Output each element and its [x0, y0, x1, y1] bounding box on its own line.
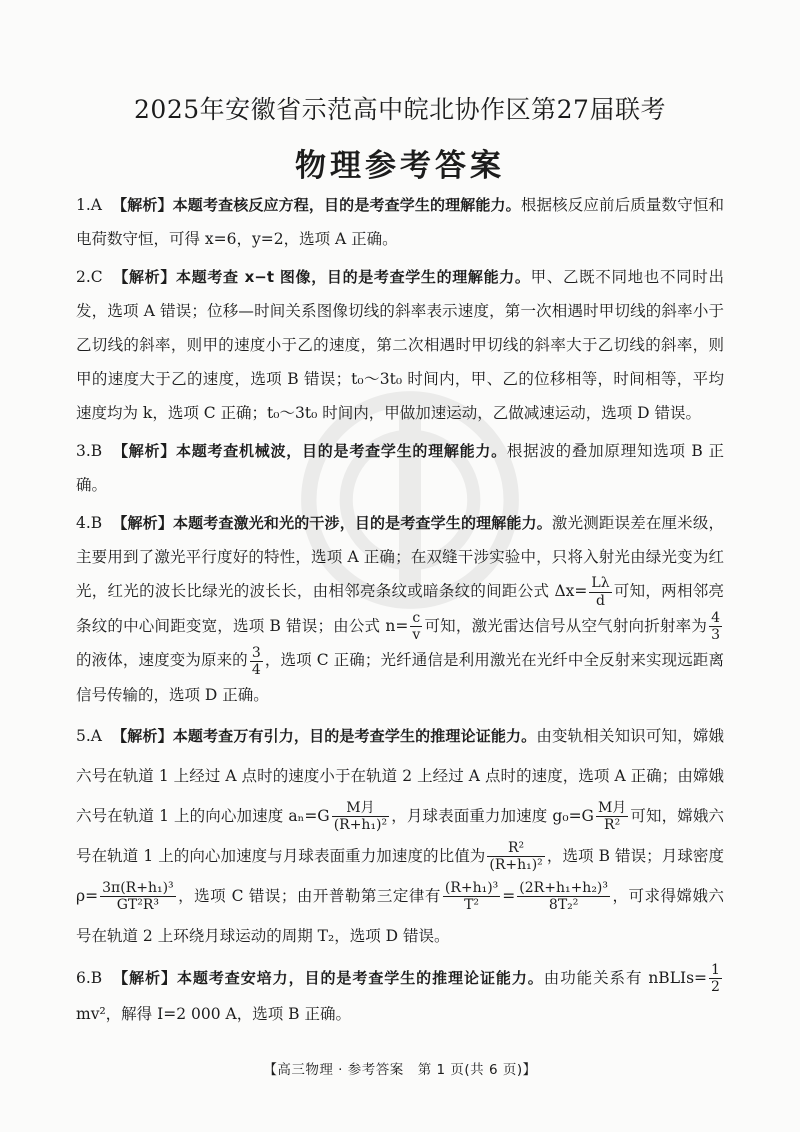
answer-item-4 [76, 506, 724, 712]
answer-list [76, 188, 724, 1036]
analysis-lead: 本题考查万有引力，目的是考查学生的推理论证能力。 [172, 726, 537, 745]
analysis-tag: 【解析】 [111, 726, 173, 745]
analysis-text: 的液体，速度变为原来的 [76, 651, 248, 670]
analysis-tag: 【解析】 [111, 196, 173, 214]
fraction-moon-density: $\frac{\text{3π(R+h₁)³}}{\text{GT²R³}}$ [102, 880, 174, 914]
answer-item-2 [76, 260, 724, 430]
fraction-accel-ratio: $\frac{\text{R²}}{\text{(R+h₁)²}}$ [489, 840, 543, 874]
fraction-fringe-spacing: $\frac{L\lambda}{d}$ [591, 575, 610, 609]
fraction-one-half: $\frac{1}{2}$ [711, 962, 720, 996]
answer-number: 3.B [76, 442, 103, 460]
analysis-text: ，选项 C 正确；光纤通信是利用激光在光纤中全反射来实现远距离信号传输的，选项 D 正确。 [76, 651, 724, 704]
fraction-surface-gravity: $\frac{\text{M月}}{\text{R²}}$ [597, 800, 627, 834]
answer-number: 1.A [76, 196, 102, 214]
analysis-lead: 本题考查 x−t 图像，目的是考查学生的理解能力。 [176, 268, 531, 286]
analysis-text: mv²，解得 I=2 000 A，选项 B 正确。 [76, 1004, 351, 1023]
document-header [0, 0, 800, 185]
answer-number: 6.B [76, 968, 103, 987]
analysis-text: 可知，两相邻亮条纹的中心间距变宽，选项 B 错误；由公式 n= [76, 582, 724, 635]
analysis-text: 由功能关系有 nBLIs= [543, 968, 708, 987]
analysis-text: 根据波的叠加原理知选项 B 正确。 [76, 442, 724, 494]
fraction-refractive-index: $\frac{c}{v}$ [412, 610, 421, 644]
exam-title: 2025年安徽省示范高中皖北协作区第27届联考 [134, 95, 666, 124]
analysis-text: = [502, 886, 516, 905]
fraction-kepler-left: $\frac{\text{(R+h₁)³}}{\text{T²}}$ [444, 880, 499, 914]
analysis-text: ，月球表面重力加速度 g₀=G [391, 806, 594, 825]
analysis-text: 根据核反应前后质量数守恒和电荷数守恒，可得 x=6，y=2，选项 A 正确。 [76, 196, 724, 248]
page-footer: 【高三物理 · 参考答案 第 1 页(共 6 页)】 [263, 1062, 537, 1078]
fraction-centripetal-accel: $\frac{\text{M月}}{\text{(R+h₁)²}}$ [333, 800, 388, 834]
fraction-kepler-right: $\frac{\text{(2R+h₁+h₂)³}}{\text{8T₂²}}$ [519, 880, 608, 914]
answer-item-6 [76, 960, 724, 1032]
analysis-tag: 【解析】 [112, 268, 177, 286]
analysis-text: 可知，激光雷达信号从空气射向折射率为 [424, 616, 708, 635]
answer-item-3 [76, 434, 724, 502]
answer-number: 2.C [76, 268, 103, 286]
answer-key-title: 物理参考答案 [295, 148, 505, 184]
analysis-text: 激光测距误差在厘米级，主要用到了激光平行度好的特性，选项 A 正确；在双缝干涉实验中，只将入射光由绿光变为红光，红光的波长比绿光的波长长，由相邻亮条纹或暗条纹的间距公式 Δx= [76, 514, 724, 600]
analysis-lead: 本题考查机械波，目的是考查学生的理解能力。 [175, 442, 507, 460]
analysis-lead: 本题考查安培力，目的是考查学生的推理论证能力。 [176, 968, 544, 987]
analysis-text: ，可求得嫦娥六号在轨道 2 上环绕月球运动的周期 T₂，选项 D 错误。 [76, 886, 724, 945]
analysis-text: ，选项 B 错误；月球密度 ρ= [76, 846, 724, 905]
analysis-tag: 【解析】 [112, 968, 177, 987]
fraction-index-value: $\frac{4}{3}$ [711, 610, 720, 644]
analysis-text: 由变轨相关知识可知，嫦娥六号在轨道 1 上经过 A 点时的速度小于在轨道 2 上经过 A 点时的速度，选项 A 正确；由嫦娥六号在轨道 1 上的向心加速度 aₙ=G [76, 726, 724, 825]
analysis-tag: 【解析】 [112, 442, 176, 460]
analysis-tag: 【解析】 [112, 514, 173, 532]
answer-number: 5.A [76, 726, 102, 745]
fraction-speed-ratio: $\frac{3}{4}$ [251, 644, 261, 678]
answer-item-5 [76, 716, 724, 956]
analysis-lead: 本题考查激光和光的干涉，目的是考查学生的理解能力。 [172, 514, 552, 532]
analysis-text: 甲、乙既不同地也不同时出发，选项 A 错误；位移—时间关系图像切线的斜率表示速度，第一次相遇时甲切线的斜率小于乙切线的斜率，则甲的速度小于乙的速度，第二次相遇时甲切线的斜率大于乙切线的斜率，则甲的速度大于乙的速度，选项 B 错误；t₀～3t₀ 时间内，甲、乙的位移相等，时间相等，平均速度均为 k，选项 C 正确；t₀～3t₀ 时间内，甲做加速运动，乙做减速运动，选项 D 错误。 [76, 268, 724, 422]
analysis-lead: 本题考查核反应方程，目的是考查学生的理解能力。 [172, 196, 521, 214]
analysis-text: 可知，嫦娥六号在轨道 1 上的向心加速度与月球表面重力加速度的比值为 [76, 806, 724, 865]
answer-number: 4.B [76, 514, 103, 532]
analysis-text: ，选项 C 错误；由开普勒第三定律有 [177, 886, 441, 905]
answer-item-1 [76, 188, 724, 256]
